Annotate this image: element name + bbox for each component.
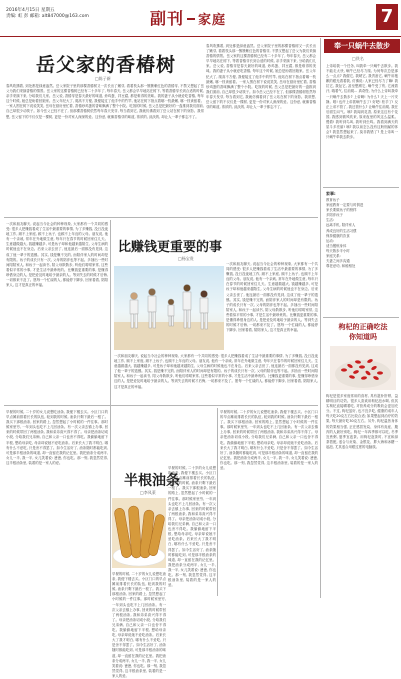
article-title-money: 比赚钱更重要的事 bbox=[118, 240, 223, 255]
divider bbox=[323, 317, 399, 318]
divider bbox=[4, 217, 318, 218]
family-beach-photo bbox=[114, 266, 224, 350]
column-divider bbox=[217, 408, 218, 596]
tips-list: 教育孩子 家庭教育一定要与时俱进 家长要做孩子的榜样 多陪伴孩子 生活: 远离手机, 陪伴家人 养成良好的生活习惯 保持健康的饮食 运动: 适当锻炼身体 每天散步半小时 家庭关系: 夫妻之间多沟通 尊老爱幼, 和睦相处 bbox=[326, 198, 364, 269]
goji-photo bbox=[330, 346, 396, 390]
family-beach-photo-art bbox=[114, 266, 224, 350]
article-title-xiangchun: 岳父家的香椿树 bbox=[36, 54, 177, 76]
subsection-name: 家庭 bbox=[198, 13, 227, 28]
divider bbox=[4, 405, 318, 406]
article-body-money-cont: 一次和朋友聊天, 说起当今社会的种种现象, 大家都有一个共同的感受: 很多人把赚钱看成了生活中最重要的事情, 为了多赚钱, 没日没夜地工作, 顾不上家庭, 顾不上孩子, 也顾不上年迈的父母。朋友说, 他有一个亲戚, 常年在外地做生意, 每年只在春节的时候回家住几天。生意越做越大, 钱越赚越多, 可是孩子却和他越来越陌生, 父母生病的时候他也不在身边。后来父亲去世了, 他连最后一面都没有见到, 这成了他一辈子的遗憾。其实, 钱是赚不完的, 而陪伴家人的时间却是有限的。孩子的成长只有一次, 父母的陪伴也等不起。多抽出一些时间陪陪家人, 和孩子一起读书, 陪父母散散步, 听他们唠唠家常, 这些看似平常的小事, 才是生活中最珍贵的。比赚钱更重要的事, 是懂得珍惜身边的人, 是把爱及时地给予最亲的人。等到失去的时候才后悔, 一切都来不及了。愿每一个忙碌的人, 都能停下脚步, 回家看看, 陪陪家人, 这才是真正的幸福。 bbox=[114, 354, 318, 389]
youtiao-photo bbox=[112, 498, 166, 568]
goji-article-body: 枸杞是很多家庭常用的食材, 具有滋补肝肾、益精明目的功效。很多人喜欢用枸杞泡水喝, 但其实枸杞直接嚼着吃, 对营养成分的吸收会更加充分。不过, 枸杞虽好, 也不宜多吃, 健康的成年人每天吃20克左右比较合适; 如果想起到治疗的效果, 每天最好吃30克左右。另外, 枸杞温热身体的效果相当强, 正在感冒发烧、身体有炎症、腹泻的人最好别吃。枸杞一年四季都可以吃, 冬季宜煮粥, 夏季宜泡茶。用枸杞泡茶时, 不宜和绿茶搭配, 适合与贡菊、金银花、胖大海和冰糖一起泡, 尤其适合用眼过度的电脑族。 bbox=[326, 394, 398, 449]
section-title bbox=[150, 6, 226, 29]
section-name: 副刊 bbox=[150, 9, 185, 28]
article-body-youtiao-cont3: 早餐的时候, 二十岁的女儿说想吃油条, 我便下楼去买。小区门口的早点摊前排着长长的队伍, 轮到我的时候, 油条只剩下最后一根了。我买下那根油条, 回家的路上, 忽然想起了小时候的一件往事。那时候家里穷, 一年到头也吃不上几回油条。有一次父亲去镇上办事, 回来的时候带回了两根油条, 我和弟弟高兴得不得了。母亲把油条切成小段, 分给我们兄弟俩, 自己和父亲一口也舍不得吃。我偷偷地留下半根, 想给母亲吃, 母亲却说她不爱吃油条。后来长大了我才明白, 哪有什么不爱吃, 只是舍不得罢了。如今生活好了, 油条随时都能吃到, 可是那半根油条的味道, 却一直留在我的记忆里。我把油条分成两半, 女儿一半, 我一半, 女儿笑着说: 爸爸, 你也吃。那一刻, 我忽然觉得, 这半根油条里, 装着的是一家人的爱。 bbox=[112, 572, 166, 678]
header-editor: 责编: 虹 彭 邮箱: alt847000@163.com bbox=[6, 14, 89, 19]
article-body-money-cont2: 一次和朋友聊天, 说起当今社会的种种现象, 大家都有一个共同的感受: 很多人把赚钱看成了生活中最重要的事情, 为了多赚钱, 没日没夜地工作, 顾不上家庭, 顾不上孩子, 也顾不上年迈的父母。朋友说, 他有一个亲戚, 常年在外地做生意, 每年只在春节的时候回家住几天。生意越做越大, 钱越赚越多, 可是孩子却和他越来越陌生, 父母生病的时候他也不在身边。后来父亲去世了, 他连最后一面都没有见到, 这成了他一辈子的遗憾。其实, 钱是赚不完的, 而陪伴家人的时间却是有限的。孩子的成长只有一次, 父母的陪伴也等不起。多抽出一些时间陪陪家人, 和孩子一起读书, 陪父母散散步, 听他们唠唠家常, 这些看似平常的小事, 才是生活中最珍贵的。比赚钱更重要的事, 是懂得珍惜身边的人, 是把爱及时地给予最亲的人。等到失去的时候才后悔, 一切都来不及了。愿每一个忙碌的人, 都能停下脚步, 回家看看, 陪陪家人, 这才是真正的幸福。 bbox=[226, 262, 318, 333]
article-title-youtiao: 半根油条 bbox=[124, 473, 180, 489]
youtiao-photo-art bbox=[112, 498, 166, 568]
column-divider bbox=[320, 38, 321, 598]
goji-article-title: 枸杞的正确吃法 你知道吗 bbox=[338, 322, 388, 341]
article-body-money: 一次和朋友聊天, 说起当今社会的种种现象, 大家都有一个共同的感受: 很多人把赚钱看成了生活中最重要的事情, 为了多赚钱, 没日没夜地工作, 顾不上家庭, 顾不上孩子, 也顾不上年迈的父母。朋友说, 他有一个亲戚, 常年在外地做生意, 每年只在春节的时候回家住几天。生意越做越大, 钱越赚越多, 可是孩子却和他越来越陌生, 父母生病的时候他也不在身边。后来父亲去世了, 他连最后一面都没有见到, 这成了他一辈子的遗憾。其实, 钱是赚不完的, 而陪伴家人的时间却是有限的。孩子的成长只有一次, 父母的陪伴也等不起。多抽出一些时间陪陪家人, 和孩子一起读书, 陪父母散散步, 听他们唠唠家常, 这些看似平常的小事, 才是生活中最珍贵的。比赚钱更重要的事, 是懂得珍惜身边的人, 是把爱及时地给予最亲的人。等到失去的时候才后悔, 一切都来不及了。愿每一个忙碌的人, 都能停下脚步, 回家看看, 陪陪家人, 这才是真正的幸福。 bbox=[6, 222, 108, 288]
page-number: 7 bbox=[376, 4, 398, 30]
page-header bbox=[0, 0, 401, 37]
tips-title: 家事: bbox=[326, 191, 336, 196]
column-divider bbox=[110, 220, 111, 596]
divider bbox=[323, 187, 399, 188]
article-body-youtiao-cont2: 早餐的时候, 二十岁的女儿说想吃油条, 我便下楼去买。小区门口的早点摊前排着长长的队伍, 轮到我的时候, 油条只剩下最后一根了。我买下那根油条, 回家的路上, 忽然想起了小时候的一件往事。那时候家里穷, 一年到头也吃不上几回油条。有一次父亲去镇上办事, 回来的时候带回了两根油条, 我和弟弟高兴得不得了。母亲把油条切成小段, 分给我们兄弟俩, 自己和父亲一口也舍不得吃。我偷偷地留下半根, 想给母亲吃, 母亲却说她不爱吃油条。后来长大了我才明白, 哪有什么不爱吃, 只是舍不得罢了。如今生活好了, 油条随时都能吃到, 可是那半根油条的味道, 却一直留在我的记忆里。我把油条分成两半, 女儿一半, 我一半, 女儿笑着说: 爸爸, 你也吃。那一刻, 我忽然觉得, 这半根油条里, 装着的是一家人的爱。 bbox=[220, 410, 319, 471]
side-column-poem: 上帝给我一个任务, 叫我牵一只蜗牛去散步。我不能走太快, 蜗牛已经尽力爬, 为何每次总是那么一点点? 我催它, 我唬它, 我责备它, 蜗牛用抱歉的眼光看着我, 仿佛说: 人家已经尽力了嘛! 我拉它, 我扯它, 甚至想踢它, 蜗牛受了伤, 它流着汗, 喘着气, 往前爬... 真奇怪, 为什么上帝叫我牵一只蜗牛去散步? 上帝啊! 为什么? 天上一片安静。唉! 也许上帝抓蜗牛去了! 好吧! 松手了! 反正上帝不管了, 我还管什么? 让蜗牛往前爬, 我在后面生闷气。咦? 我闻到花香, 原来这边有个花园, 我感到微风吹来, 原来夜里的风这么温柔。慢着! 我听到鸟叫, 我听到虫鸣。我看到满天的星斗多亮丽! 咦? 我以前怎么没有这般细腻的体会? 我忽然想起来了, 莫非我错了? 是上帝叫一只蜗牛牵我去散步。 bbox=[326, 64, 398, 140]
article-author-xiangchun: □陈子新 bbox=[95, 76, 111, 81]
article-author-money: □杨宝贵 bbox=[178, 256, 194, 261]
article-body-xiangchun-cont: 春风吹拂着, 到处都是绿意盎然。岳父家院子里的那棵香椿树又一次长出了嫩芽, 看着枝头那一簇簇紫红色的香椿芽, 不禁又想起了岳父为我们采摘香椿的情景。岳父家的这棵香椿树已经有二十多年了, 每年春天, 岳父都会早早地站在树下, 等着香椿芽长到合适的时候, 亲手采摘下来, 分给我们几家。岳父说, 香椿芽是春天最好的味道, 炒鸡蛋、拌豆腐, 都是难得的美味。我的妻子从小就爱吃香椿, 每年这个时候, 她总是盼着回娘家。岳父年纪大了, 爬高不方便, 我便接过了他手中的竹竿, 他站在树下指点着哪一枝最嫩, 哪一枝该留着。一家人围在树下说说笑笑, 岳母在厨房里忙着, 香椿炒鸡蛋的香味飘满了整个小院。吃饭的时候, 岳父总是把最好的一盘推到我们面前, 自己却很少动筷子。如今岳父已经不在了, 但那棵香椿树依然每年春天发芽, 每当看到它, 我就仿佛看到了岳父站在树下的身影。我常想, 岳父留下的不仅仅是一棵树, 更是一份对家人深深的爱。这份爱, 就像香椿芽的味道, 浓浓的, 淡淡的, 却让人一辈子都忘不了。 bbox=[206, 44, 316, 110]
article-body-xiangchun: 春风吹拂着, 到处都是绿意盎然。岳父家院子里的那棵香椿树又一次长出了嫩芽, 看着枝头那一簇簇紫红色的香椿芽, 不禁又想起了岳父为我们采摘香椿的情景。岳父家的这棵香椿树已经有二十多年了, 每年春天, 岳父都会早早地站在树下, 等着香椿芽长到合适的时候, 亲手采摘下来, 分给我们几家。岳父说, 香椿芽是春天最好的味道, 炒鸡蛋、拌豆腐, 都是难得的美味。我的妻子从小就爱吃香椿, 每年这个时候, 她总是盼着回娘家。岳父年纪大了, 爬高不方便, 我便接过了他手中的竹竿, 他站在树下指点着哪一枝最嫩, 哪一枝该留着。一家人围在树下说说笑笑, 岳母在厨房里忙着, 香椿炒鸡蛋的香味飘满了整个小院。吃饭的时候, 岳父总是把最好的一盘推到我们面前, 自己却很少动筷子。如今岳父已经不在了, 但那棵香椿树依然每年春天发芽, 每当看到它, 我就仿佛看到了岳父站在树下的身影。我常想, 岳父留下的不仅仅是一棵树, 更是一份对家人深深的爱。这份爱, 就像香椿芽的味道, 浓浓的, 淡淡的, 却让人一辈子都忘不了。 bbox=[6, 84, 204, 119]
header-date-block bbox=[6, 8, 89, 20]
title-separator bbox=[187, 18, 195, 20]
side-column-author: □佚名 bbox=[352, 56, 364, 61]
article-author-youtiao: □李凤莱 bbox=[140, 490, 156, 495]
goji-photo-art bbox=[330, 346, 396, 390]
article-body-youtiao-cont: 早餐的时候, 二十岁的女儿说想吃油条, 我便下楼去买。小区门口的早点摊前排着长长的队伍, 轮到我的时候, 油条只剩下最后一根了。我买下那根油条, 回家的路上, 忽然想起了小时候的一件往事。那时候家里穷, 一年到头也吃不上几回油条。有一次父亲去镇上办事, 回来的时候带回了两根油条, 我和弟弟高兴得不得了。母亲把油条切成小段, 分给我们兄弟俩, 自己和父亲一口也舍不得吃。我偷偷地留下半根, 想给母亲吃, 母亲却说她不爱吃油条。后来长大了我才明白, 哪有什么不爱吃, 只是舍不得罢了。如今生活好了, 油条随时都能吃到, 可是那半根油条的味道, 却一直留在我的记忆里。我把油条分成两半, 女儿一半, 我一半, 女儿笑着说: 爸爸, 你也吃。那一刻, 我忽然觉得, 这半根油条里, 装着的是一家人的爱。 bbox=[168, 466, 216, 588]
side-column-title: 奉一只蜗牛去散步 bbox=[324, 39, 400, 53]
header-date: 2016年4月15日 星期五 bbox=[6, 8, 55, 13]
article-body-youtiao: 早餐的时候, 二十岁的女儿说想吃油条, 我便下楼去买。小区门口的早点摊前排着长长的队伍, 轮到我的时候, 油条只剩下最后一根了。我买下那根油条, 回家的路上, 忽然想起了小时候的一件往事。那时候家里穷, 一年到头也吃不上几回油条。有一次父亲去镇上办事, 回来的时候带回了两根油条, 我和弟弟高兴得不得了。母亲把油条切成小段, 分给我们兄弟俩, 自己和父亲一口也舍不得吃。我偷偷地留下半根, 想给母亲吃, 母亲却说她不爱吃油条。后来长大了我才明白, 哪有什么不爱吃, 只是舍不得罢了。如今生活好了, 油条随时都能吃到, 可是那半根油条的味道, 却一直留在我的记忆里。我把油条分成两半, 女儿一半, 我一半, 女儿笑着说: 爸爸, 你也吃。那一刻, 我忽然觉得, 这半根油条里, 装着的是一家人的爱。 bbox=[6, 410, 108, 465]
